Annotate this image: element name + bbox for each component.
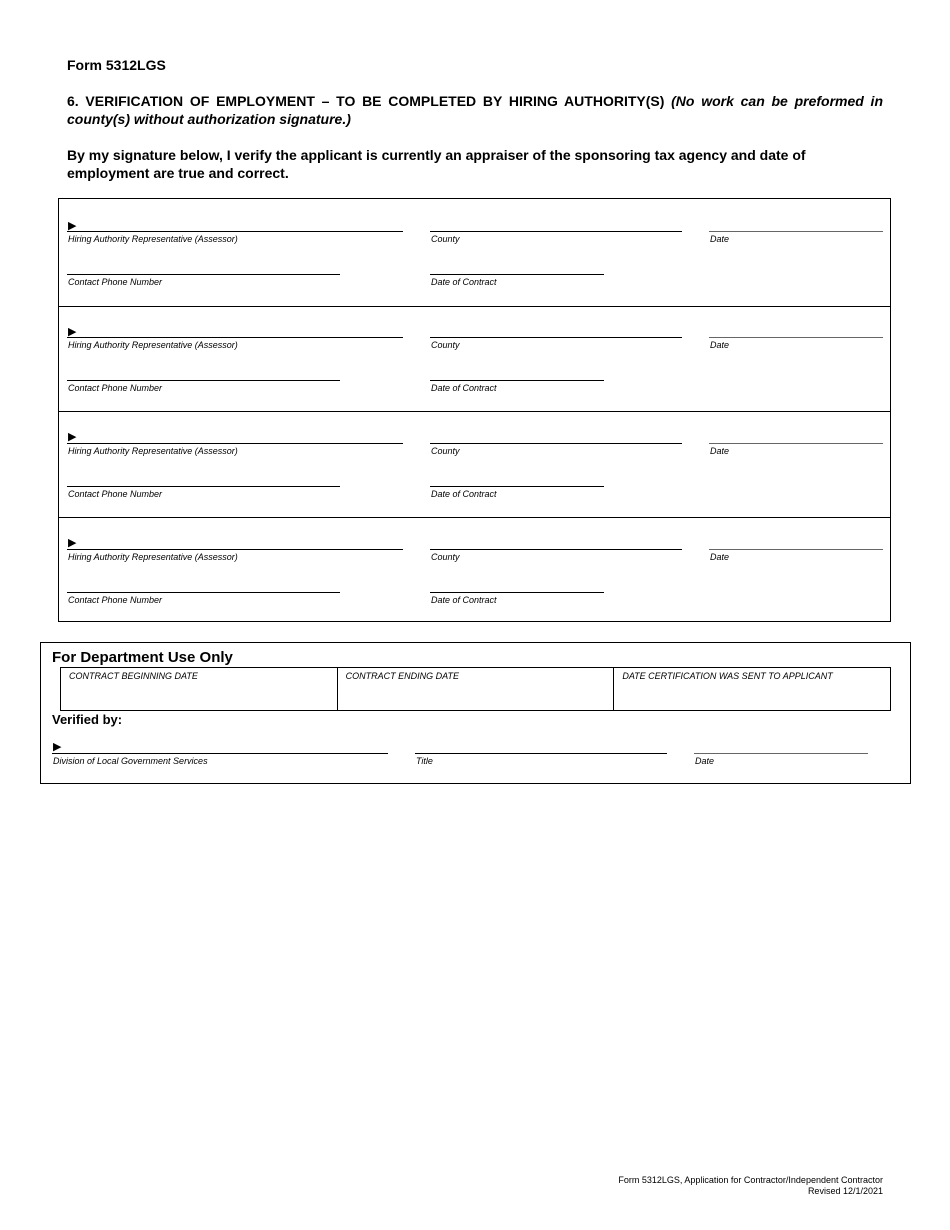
- verification-statement: By my signature below, I verify the applicant is currently an appraiser of the sponsoring tax agency and date of employment are true and correct.: [67, 147, 806, 181]
- date-line[interactable]: [709, 231, 883, 232]
- date-label: Date: [710, 552, 730, 562]
- contract-date-line[interactable]: [430, 486, 604, 487]
- phone-line[interactable]: [67, 274, 340, 275]
- county-label: County: [431, 552, 460, 562]
- phone-label: Contact Phone Number: [68, 595, 163, 605]
- footer-revised-date: Revised 12/1/2021: [807, 1186, 883, 1196]
- contract-ending-date-label: CONTRACT ENDING DATE: [345, 671, 460, 681]
- county-label: County: [431, 446, 460, 456]
- date-line[interactable]: [709, 443, 883, 444]
- county-line[interactable]: [430, 549, 682, 550]
- phone-line[interactable]: [67, 592, 340, 593]
- title-label: Title: [416, 756, 433, 766]
- play-arrow-icon: ▶: [68, 220, 77, 232]
- verification-block: [59, 199, 890, 305]
- representative-signature-line[interactable]: [67, 443, 403, 444]
- phone-label: Contact Phone Number: [68, 383, 163, 393]
- page-footer: [618, 1175, 883, 1197]
- representative-label: Hiring Authority Representative (Assessor): [68, 340, 238, 350]
- contract-date-line[interactable]: [430, 380, 604, 381]
- division-label: Division of Local Government Services: [53, 756, 208, 766]
- representative-signature-line[interactable]: [67, 231, 403, 232]
- footer-form-name: Form 5312LGS, Application for Contractor/Independent Contractor: [618, 1175, 883, 1185]
- certification-sent-date-label: DATE CERTIFICATION WAS SENT TO APPLICANT: [622, 671, 833, 681]
- verification-block: [59, 306, 890, 413]
- contract-date-label: Date of Contract: [431, 277, 497, 287]
- verification-box: [58, 198, 891, 622]
- date-label: Date: [710, 234, 730, 244]
- representative-signature-line[interactable]: [67, 337, 403, 338]
- play-arrow-icon: ▶: [53, 741, 62, 753]
- department-table: [60, 667, 891, 711]
- play-arrow-icon: ▶: [68, 431, 77, 443]
- date-label: Date: [710, 340, 730, 350]
- play-arrow-icon: ▶: [68, 537, 77, 549]
- department-use-box: [40, 642, 911, 784]
- verification-block: [59, 411, 890, 518]
- title-line[interactable]: [415, 753, 667, 754]
- section-heading-note: (No work can be preformed in county(s) without authorization signature.): [67, 93, 883, 127]
- county-line[interactable]: [430, 443, 682, 444]
- section-heading-text: 6. VERIFICATION OF EMPLOYMENT – TO BE COMPLETED BY HIRING AUTHORITY(S): [67, 93, 665, 109]
- representative-label: Hiring Authority Representative (Assessor): [68, 234, 238, 244]
- form-id: Form 5312LGS: [67, 57, 166, 73]
- county-label: County: [431, 234, 460, 244]
- county-label: County: [431, 340, 460, 350]
- verified-by-label: Verified by:: [52, 712, 123, 727]
- date-label: Date: [710, 446, 730, 456]
- phone-line[interactable]: [67, 486, 340, 487]
- certification-sent-date-field[interactable]: [613, 668, 890, 710]
- date-line[interactable]: [709, 337, 883, 338]
- play-arrow-icon: ▶: [68, 326, 77, 338]
- contract-date-label: Date of Contract: [431, 595, 497, 605]
- representative-label: Hiring Authority Representative (Assessor): [68, 446, 238, 456]
- contract-beginning-date-label: CONTRACT BEGINNING DATE: [69, 671, 198, 681]
- division-signature-line[interactable]: [52, 753, 388, 754]
- contract-date-line[interactable]: [430, 592, 604, 593]
- department-title: For Department Use Only: [52, 649, 233, 666]
- phone-line[interactable]: [67, 380, 340, 381]
- department-date-line[interactable]: [694, 753, 868, 754]
- date-line[interactable]: [709, 549, 883, 550]
- contract-beginning-date-field[interactable]: [61, 668, 337, 710]
- representative-signature-line[interactable]: [67, 549, 403, 550]
- contract-ending-date-field[interactable]: [337, 668, 614, 710]
- county-line[interactable]: [430, 231, 682, 232]
- section-heading: [67, 92, 883, 128]
- contract-date-label: Date of Contract: [431, 489, 497, 499]
- representative-label: Hiring Authority Representative (Assessor): [68, 552, 238, 562]
- phone-label: Contact Phone Number: [68, 277, 163, 287]
- county-line[interactable]: [430, 337, 682, 338]
- phone-label: Contact Phone Number: [68, 489, 163, 499]
- department-date-label: Date: [695, 756, 715, 766]
- contract-date-line[interactable]: [430, 274, 604, 275]
- contract-date-label: Date of Contract: [431, 383, 497, 393]
- verification-block: [59, 517, 890, 624]
